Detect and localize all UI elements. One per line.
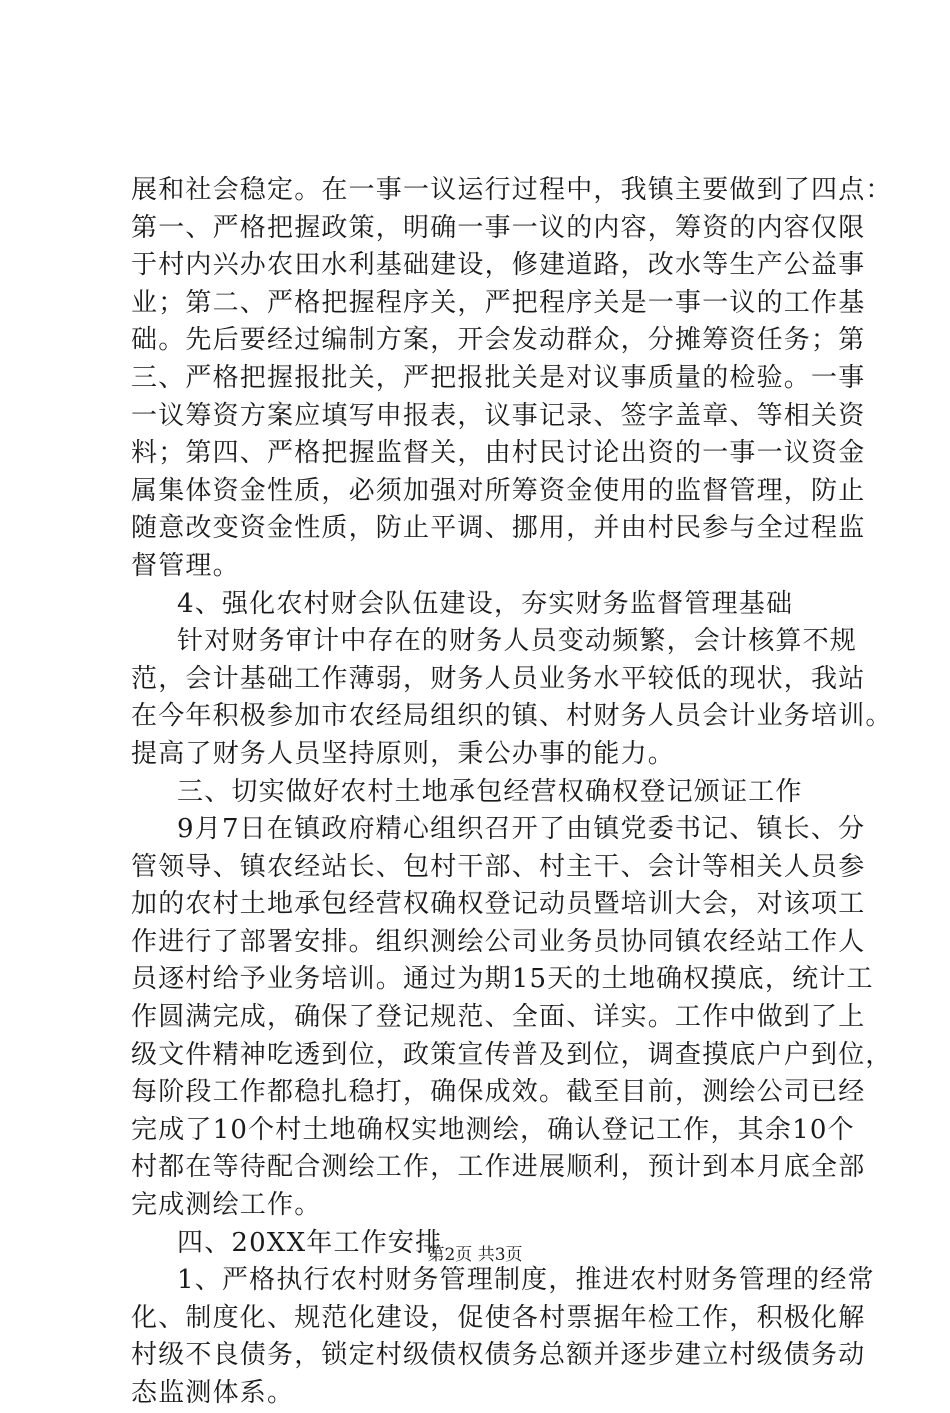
text-line: 化、制度化、规范化建设，促使各村票据年检工作，积极化解 — [131, 1302, 866, 1333]
text-line: 三、严格把握报批关，严把报批关是对议事质量的检验。一事 — [131, 362, 866, 393]
text-line: 作圆满完成，确保了登记规范、全面、详实。工作中做到了上 — [131, 1002, 866, 1033]
text-line: 料；第四、严格把握监督关，由村民讨论出资的一事一议资金 — [131, 438, 866, 469]
text-line: 展和社会稳定。在一事一议运行过程中，我镇主要做到了四点： — [131, 175, 893, 205]
text-line: 督管理。 — [131, 550, 240, 581]
text-line: 提高了财务人员坚持原则，秉公办事的能力。 — [131, 738, 676, 769]
text-line: 员逐村给予业务培训。通过为期15天的土地确权摸底，统计工 — [131, 964, 874, 995]
text-line: 管领导、镇农经站长、包村干部、村主干、会计等相关人员参 — [131, 851, 866, 882]
text-line: 于村内兴办农田水利基础建设，修建道路，改水等生产公益事 — [131, 250, 866, 281]
text-line: 村都在等待配合测绘工作，工作进展顺利，预计到本月底全部 — [131, 1152, 866, 1183]
document-body — [131, 172, 893, 1413]
text-line: 级文件精神吃透到位，政策宣传普及到位，调查摸底户户到位， — [131, 1039, 893, 1070]
text-line: 村级不良债务，锁定村级债权债务总额并逐步建立村级债务动 — [131, 1340, 866, 1371]
text-line: 在今年积极参加市农经局组织的镇、村财务人员会计业务培训。 — [131, 701, 893, 732]
text-line: 业；第二、严格把握程序关，严把程序关是一事一议的工作基 — [131, 287, 866, 318]
text-line: 第一、严格把握政策，明确一事一议的内容，筹资的内容仅限 — [131, 212, 866, 243]
text-line: 加的农村土地承包经营权确权登记动员暨培训大会，对该项工 — [131, 889, 866, 920]
section-heading: 四、20XX年工作安排 — [177, 1227, 443, 1258]
section-heading: 三、切实做好农村土地承包经营权确权登记颁证工作 — [177, 776, 803, 807]
section-heading: 4、强化农村财会队伍建设，夯实财务监督管理基础 — [177, 588, 794, 619]
text-line: 每阶段工作都稳扎稳打，确保成效。截至目前，测绘公司已经 — [131, 1077, 866, 1108]
page-footer: 第2页 共3页 — [427, 1245, 523, 1265]
text-line: 础。先后要经过编制方案，开会发动群众，分摊筹资任务；第 — [131, 325, 866, 356]
text-line: 完成了10个村土地确权实地测绘，确认登记工作，其余10个 — [131, 1114, 855, 1145]
text-line: 属集体资金性质，必须加强对所筹资金使用的监督管理，防止 — [131, 475, 866, 506]
text-line: 1、严格执行农村财务管理制度，推进农村财务管理的经常 — [177, 1265, 875, 1296]
text-line: 完成测绘工作。 — [131, 1190, 322, 1221]
text-line: 9月7日在镇政府精心组织召开了由镇党委书记、镇长、分 — [177, 814, 866, 845]
text-line: 范，会计基础工作薄弱，财务人员业务水平较低的现状，我站 — [131, 663, 866, 694]
text-line: 一议筹资方案应填写申报表，议事记录、签字盖章、等相关资 — [131, 400, 866, 431]
text-line: 态监测体系。 — [131, 1378, 295, 1408]
text-line: 作进行了部署安排。组织测绘公司业务员协同镇农经站工作人 — [131, 926, 866, 957]
text-line: 随意改变资金性质，防止平调、挪用，并由村民参与全过程监 — [131, 513, 866, 544]
text-line: 针对财务审计中存在的财务人员变动频繁，会计核算不规 — [177, 626, 858, 657]
